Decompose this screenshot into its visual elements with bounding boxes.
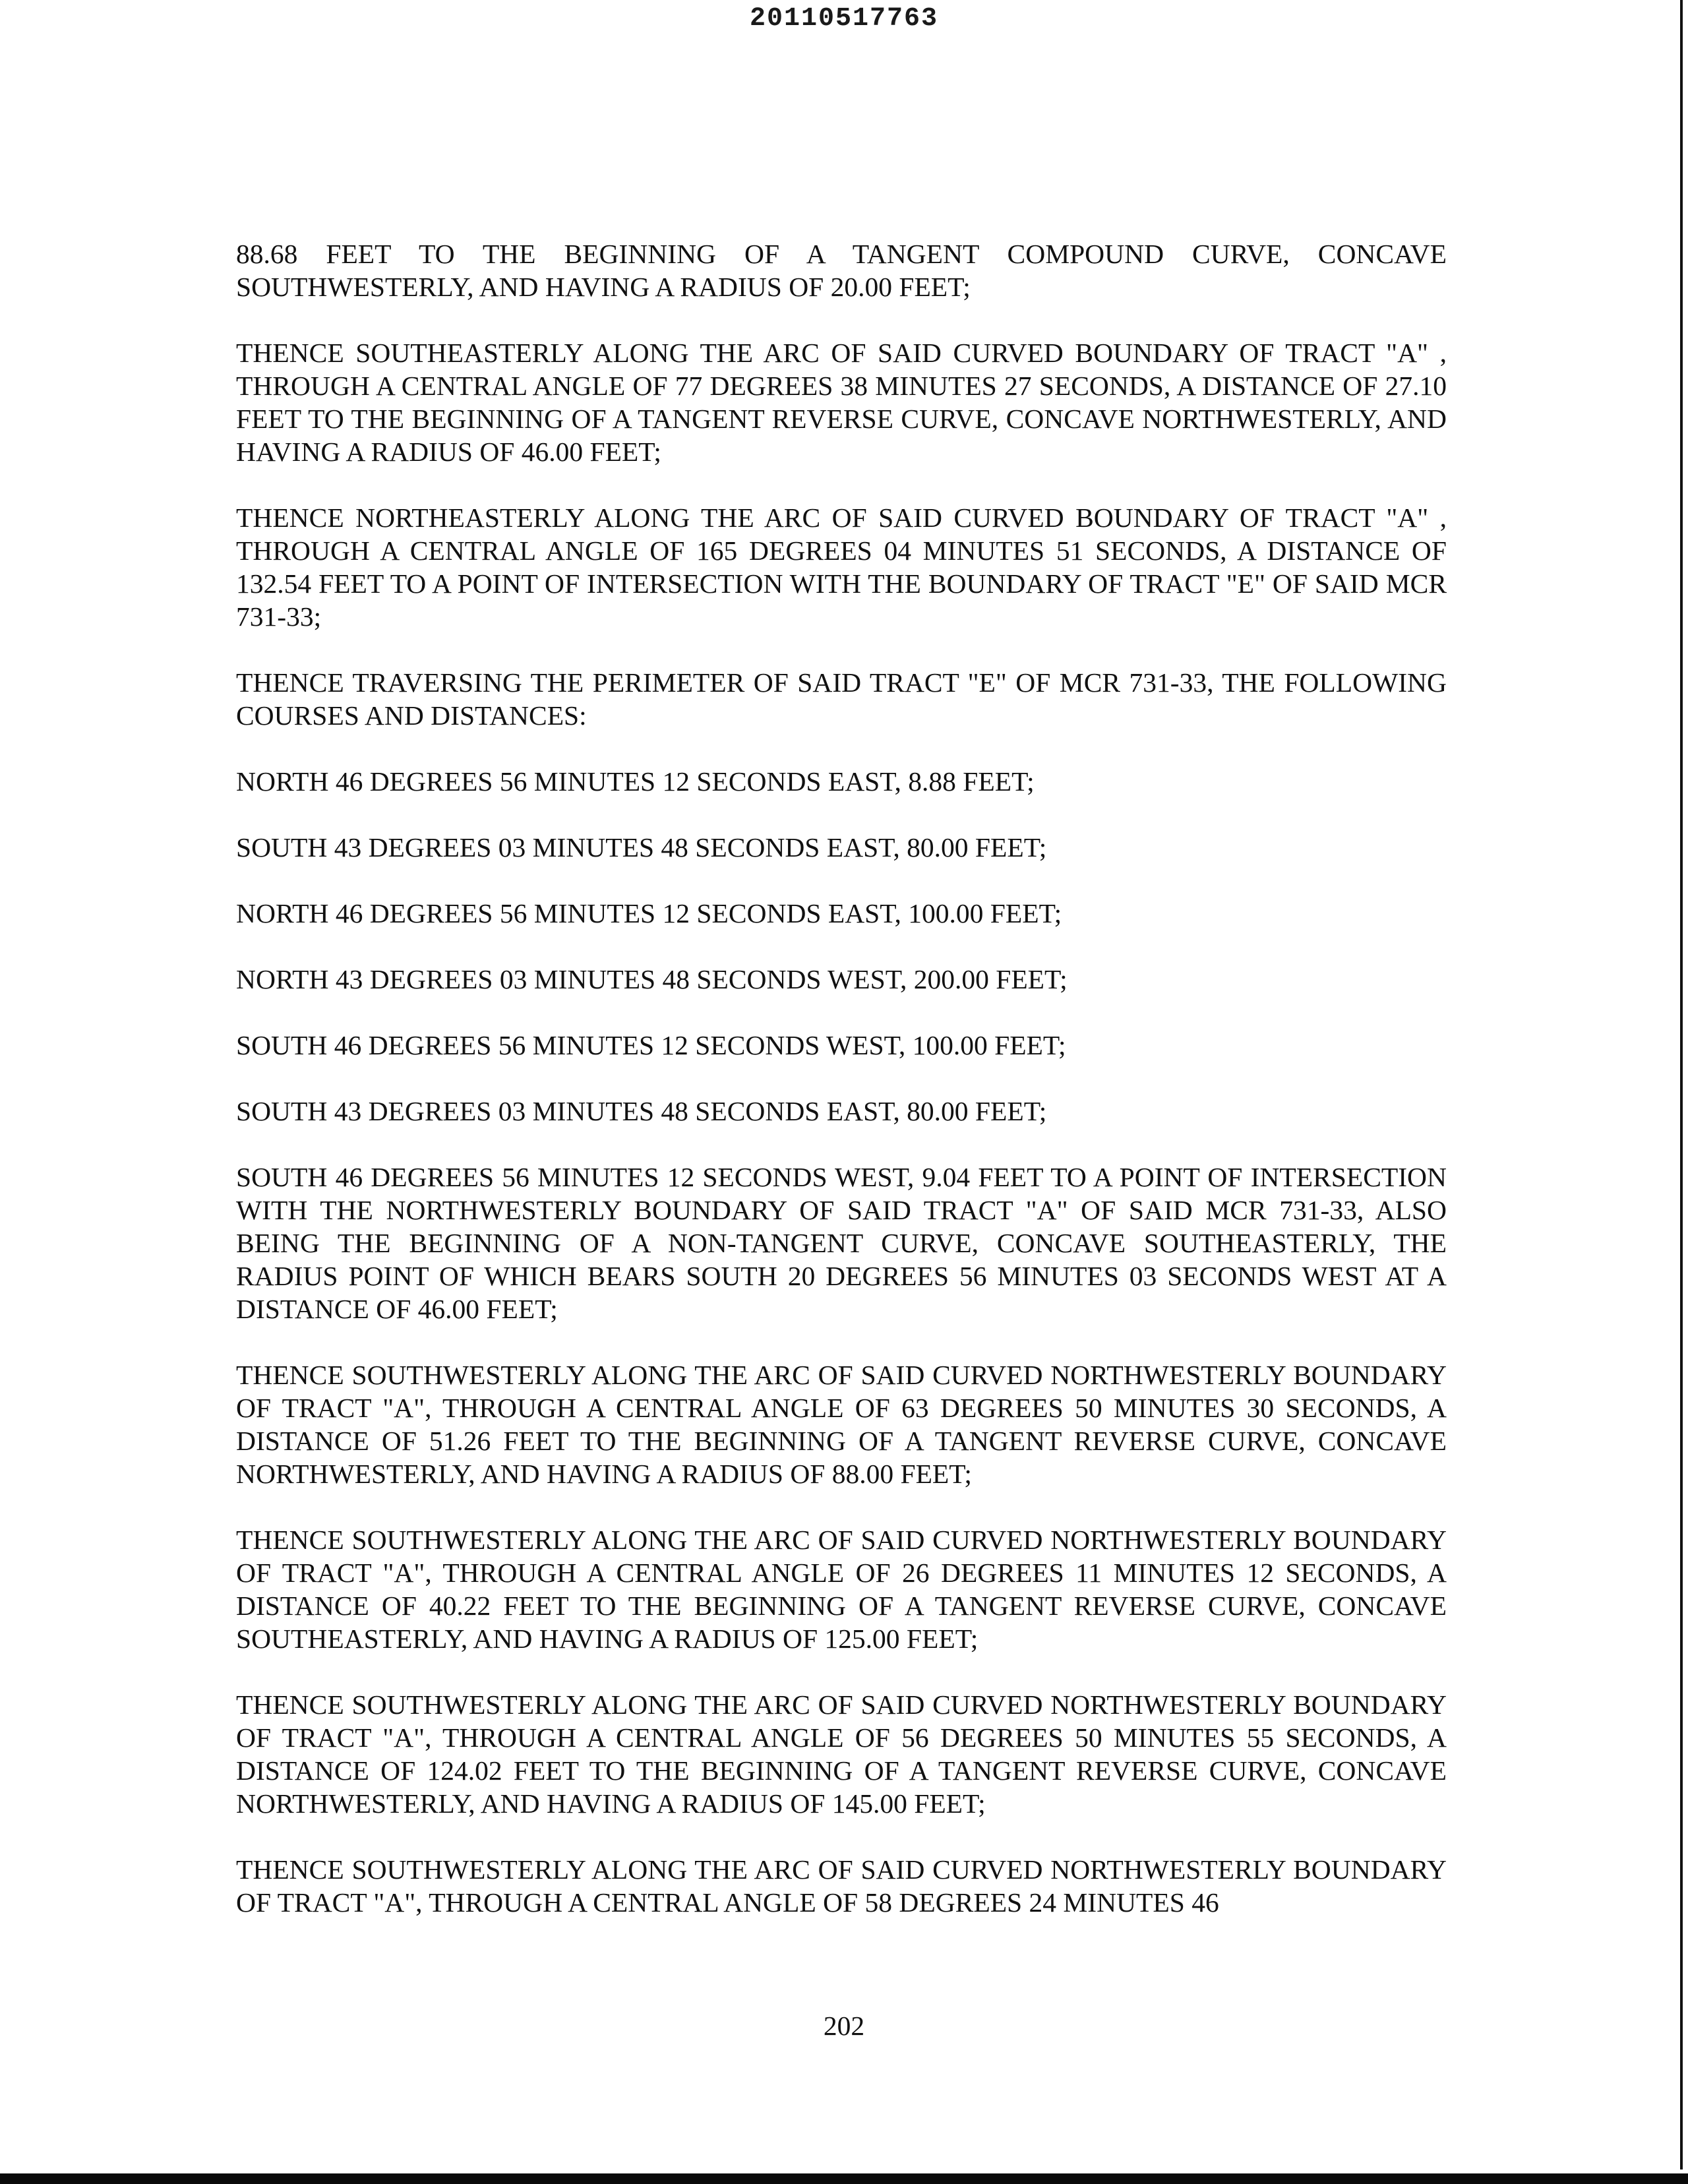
scan-bottom-border: [0, 2173, 1688, 2184]
course-5: SOUTH 46 DEGREES 56 MINUTES 12 SECONDS WEST, 100.00 FEET;: [236, 1030, 1066, 1060]
course-1: NORTH 46 DEGREES 56 MINUTES 12 SECONDS EAST, 8.88 FEET;: [236, 766, 1035, 797]
page-number: 202: [823, 2011, 865, 2041]
course-2: SOUTH 43 DEGREES 03 MINUTES 48 SECONDS EAST, 80.00 FEET;: [236, 832, 1047, 863]
paragraph-traverse-tract-e: THENCE TRAVERSING THE PERIMETER OF SAID TRACT "E" OF MCR 731-33, THE FOLLOWING COURSES AND DISTANCES:: [236, 667, 1447, 731]
paragraph-curve-compound: 88.68 FEET TO THE BEGINNING OF A TANGENT COMPOUND CURVE, CONCAVE SOUTHWESTERLY, AND HAVING A RADIUS OF 20.00 FEET;: [236, 239, 1447, 302]
course-6: SOUTH 43 DEGREES 03 MINUTES 48 SECONDS EAST, 80.00 FEET;: [236, 1096, 1047, 1126]
document-number: 20110517763: [749, 4, 939, 34]
course-3: NORTH 46 DEGREES 56 MINUTES 12 SECONDS EAST, 100.00 FEET;: [236, 898, 1062, 928]
scan-right-border: [1680, 0, 1683, 2169]
paragraph-southwesterly-arc-3: THENCE SOUTHWESTERLY ALONG THE ARC OF SAID CURVED NORTHWESTERLY BOUNDARY OF TRACT "A", THROUGH A CENTRAL ANGLE OF 56 DEGREES 50 MINUTES 55 SECONDS, A DISTANCE OF 124.02 FEET TO THE BEGINNING OF A TANGENT REVERSE CURVE, CONCAVE NORTHWESTERLY, AND HAVING A RADIUS OF 145.00 FEET;: [236, 1689, 1447, 1819]
paragraph-southwesterly-arc-1: THENCE SOUTHWESTERLY ALONG THE ARC OF SAID CURVED NORTHWESTERLY BOUNDARY OF TRACT "A", THROUGH A CENTRAL ANGLE OF 63 DEGREES 50 MINUTES 30 SECONDS, A DISTANCE OF 51.26 FEET TO THE BEGINNING OF A TANGENT REVERSE CURVE, CONCAVE NORTHWESTERLY, AND HAVING A RADIUS OF 88.00 FEET;: [236, 1360, 1447, 1489]
paragraph-southeasterly-arc: THENCE SOUTHEASTERLY ALONG THE ARC OF SAID CURVED BOUNDARY OF TRACT "A" , THROUGH A CENTRAL ANGLE OF 77 DEGREES 38 MINUTES 27 SECONDS, A DISTANCE OF 27.10 FEET TO THE BEGINNING OF A TANGENT REVERSE CURVE, CONCAVE NORTHWESTERLY, AND HAVING A RADIUS OF 46.00 FEET;: [236, 338, 1447, 467]
legal-description-body: [236, 237, 1447, 1952]
course-7-non-tangent-curve: SOUTH 46 DEGREES 56 MINUTES 12 SECONDS WEST, 9.04 FEET TO A POINT OF INTERSECTION WITH THE NORTHWESTERLY BOUNDARY OF SAID TRACT "A" OF SAID MCR 731-33, ALSO BEING THE BEGINNING OF A NON-TANGENT CURVE, CONCAVE SOUTHEASTERLY, THE RADIUS POINT OF WHICH BEARS SOUTH 20 DEGREES 56 MINUTES 03 SECONDS WEST AT A DISTANCE OF 46.00 FEET;: [236, 1162, 1447, 1324]
course-4: NORTH 43 DEGREES 03 MINUTES 48 SECONDS WEST, 200.00 FEET;: [236, 964, 1068, 994]
paragraph-northeasterly-arc: THENCE NORTHEASTERLY ALONG THE ARC OF SAID CURVED BOUNDARY OF TRACT "A" , THROUGH A CENTRAL ANGLE OF 165 DEGREES 04 MINUTES 51 SECONDS, A DISTANCE OF 132.54 FEET TO A POINT OF INTERSECTION WITH THE BOUNDARY OF TRACT "E" OF SAID MCR 731-33;: [236, 502, 1447, 632]
paragraph-southwesterly-arc-4: THENCE SOUTHWESTERLY ALONG THE ARC OF SAID CURVED NORTHWESTERLY BOUNDARY OF TRACT "A", THROUGH A CENTRAL ANGLE OF 58 DEGREES 24 MINUTES 46: [236, 1854, 1447, 1918]
paragraph-southwesterly-arc-2: THENCE SOUTHWESTERLY ALONG THE ARC OF SAID CURVED NORTHWESTERLY BOUNDARY OF TRACT "A", THROUGH A CENTRAL ANGLE OF 26 DEGREES 11 MINUTES 12 SECONDS, A DISTANCE OF 40.22 FEET TO THE BEGINNING OF A TANGENT REVERSE CURVE, CONCAVE SOUTHEASTERLY, AND HAVING A RADIUS OF 125.00 FEET;: [236, 1525, 1447, 1654]
